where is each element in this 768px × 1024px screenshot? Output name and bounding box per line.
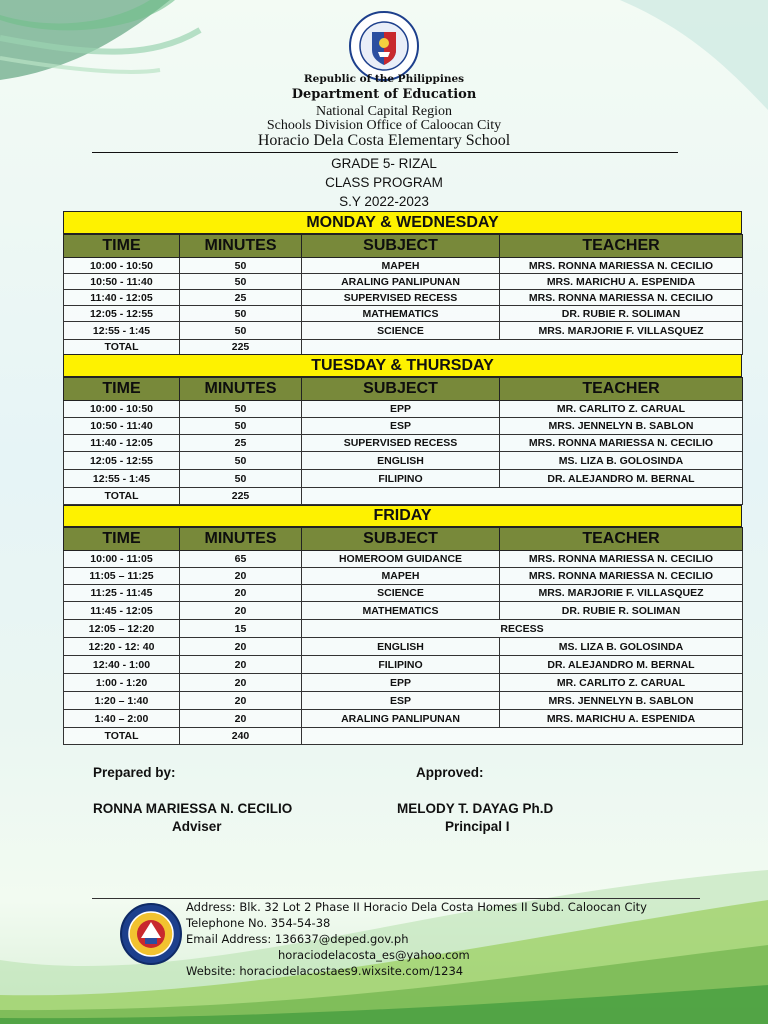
total-row [64,728,743,745]
minutes-cell: 50 [180,306,302,322]
total-minutes: 240 [180,728,302,745]
table-row [64,322,743,340]
subject-cell: SUPERVISED RECESS [302,290,500,306]
preparer-name: RONNA MARIESSA N. CECILIO [93,801,293,816]
schedule-table-mon-wed [63,234,743,355]
school-name: Horacio Dela Costa Elementary School [257,132,511,149]
teacher-cell: MR. CARLITO Z. CARUAL [500,401,743,418]
schedule-table-friday [63,527,743,745]
table-row [64,656,743,674]
preparer-role: Adviser [172,819,222,834]
school-year-title: S.Y 2022-2023 [339,194,429,209]
time-cell: 11:40 - 12:05 [64,435,180,452]
footer-email-2: horaciodelacosta_es@yahoo.com [278,948,470,962]
table-row [64,674,743,692]
region-line: National Capital Region [315,104,453,119]
recess-row [64,620,743,638]
time-cell: 10:50 - 11:40 [64,274,180,290]
time-cell: 12:55 - 1:45 [64,322,180,340]
grade-section-title: GRADE 5- RIZAL [331,156,437,171]
subject-cell: MATHEMATICS [302,306,500,322]
table-row [64,470,743,488]
teacher-cell: MRS. RONNA MARIESSA N. CECILIO [500,290,743,306]
col-header-minutes: MINUTES [180,528,302,551]
teacher-cell: MRS. RONNA MARIESSA N. CECILIO [500,551,743,568]
total-blank [302,728,743,745]
footer-website: Website: horaciodelacostaes9.wixsite.com/1234 [186,964,464,978]
prepared-by-label: Prepared by: [93,765,176,780]
subject-cell: ENGLISH [302,452,500,470]
subject-cell: MAPEH [302,568,500,585]
teacher-cell: MS. LIZA B. GOLOSINDA [500,452,743,470]
time-cell: 10:50 - 11:40 [64,418,180,435]
col-header-time: TIME [64,528,180,551]
time-cell: 12:05 – 12:20 [64,620,180,638]
table-row [64,585,743,602]
footer-email: Email Address: 136637@deped.gov.ph [186,932,409,946]
time-cell: 12:05 - 12:55 [64,452,180,470]
minutes-cell: 50 [180,274,302,290]
time-cell: 12:05 - 12:55 [64,306,180,322]
col-header-teacher: TEACHER [500,235,743,258]
minutes-cell: 20 [180,602,302,620]
subject-cell: EPP [302,674,500,692]
minutes-cell: 20 [180,568,302,585]
subject-cell: FILIPINO [302,656,500,674]
table-row [64,435,743,452]
col-header-teacher: TEACHER [500,528,743,551]
subject-cell: MATHEMATICS [302,602,500,620]
minutes-cell: 25 [180,290,302,306]
time-cell: 1:40 – 2:00 [64,710,180,728]
minutes-cell: 20 [180,710,302,728]
class-program-title: CLASS PROGRAM [325,175,443,190]
minutes-cell: 20 [180,585,302,602]
teacher-cell: MRS. MARICHU A. ESPENIDA [500,710,743,728]
col-header-time: TIME [64,378,180,401]
subject-cell: ARALING PANLIPUNAN [302,274,500,290]
recess-cell: RECESS [302,620,743,638]
time-cell: 10:00 - 11:05 [64,551,180,568]
minutes-cell: 20 [180,656,302,674]
minutes-cell: 50 [180,258,302,274]
col-header-subject: SUBJECT [302,528,500,551]
time-cell: 12:55 - 1:45 [64,470,180,488]
teacher-cell: DR. RUBIE R. SOLIMAN [500,306,743,322]
total-label: TOTAL [64,340,180,355]
time-cell: 11:25 - 11:45 [64,585,180,602]
teacher-cell: MRS. JENNELYN B. SABLON [500,418,743,435]
table-row [64,551,743,568]
teacher-cell: MRS. RONNA MARIESSA N. CECILIO [500,435,743,452]
time-cell: 12:40 - 1:00 [64,656,180,674]
col-header-subject: SUBJECT [302,235,500,258]
table-row [64,274,743,290]
minutes-cell: 50 [180,452,302,470]
subject-cell: SUPERVISED RECESS [302,435,500,452]
approved-label: Approved: [416,765,484,780]
time-cell: 11:45 - 12:05 [64,602,180,620]
time-cell: 11:05 – 11:25 [64,568,180,585]
total-minutes: 225 [180,488,302,505]
teacher-cell: MS. LIZA B. GOLOSINDA [500,638,743,656]
division-line: Schools Division Office of Caloocan City [266,118,502,133]
table-row [64,258,743,274]
minutes-cell: 50 [180,470,302,488]
table-row [64,602,743,620]
minutes-cell: 15 [180,620,302,638]
teacher-cell: DR. ALEJANDRO M. BERNAL [500,656,743,674]
footer-telephone: Telephone No. 354-54-38 [186,916,331,930]
teacher-cell: DR. ALEJANDRO M. BERNAL [500,470,743,488]
total-blank [302,488,743,505]
teacher-cell: MRS. MARICHU A. ESPENIDA [500,274,743,290]
header-divider [92,152,678,153]
subject-cell: EPP [302,401,500,418]
col-header-minutes: MINUTES [180,235,302,258]
subject-cell: SCIENCE [302,585,500,602]
school-logo [119,902,183,966]
total-label: TOTAL [64,488,180,505]
teacher-cell: MRS. MARJORIE F. VILLASQUEZ [500,585,743,602]
col-header-teacher: TEACHER [500,378,743,401]
table-row [64,401,743,418]
table-row [64,418,743,435]
teacher-cell: MRS. RONNA MARIESSA N. CECILIO [500,258,743,274]
col-header-minutes: MINUTES [180,378,302,401]
time-cell: 10:00 - 10:50 [64,401,180,418]
day-band-mon-wed: MONDAY & WEDNESDAY [63,211,742,234]
teacher-cell: MRS. MARJORIE F. VILLASQUEZ [500,322,743,340]
day-band-friday: FRIDAY [63,505,742,527]
footer-address: Address: Blk. 32 Lot 2 Phase II Horacio Dela Costa Homes II Subd. Caloocan City [186,900,647,914]
teacher-cell: MRS. JENNELYN B. SABLON [500,692,743,710]
schedule-table-tue-thu [63,377,743,505]
table-row [64,452,743,470]
subject-cell: ENGLISH [302,638,500,656]
total-minutes: 225 [180,340,302,355]
subject-cell: FILIPINO [302,470,500,488]
table-row [64,710,743,728]
minutes-cell: 20 [180,692,302,710]
total-label: TOTAL [64,728,180,745]
minutes-cell: 50 [180,322,302,340]
table-row [64,306,743,322]
subject-cell: ESP [302,418,500,435]
teacher-cell: MR. CARLITO Z. CARUAL [500,674,743,692]
time-cell: 12:20 - 12: 40 [64,638,180,656]
minutes-cell: 50 [180,418,302,435]
table-row [64,568,743,585]
republic-line: Republic of the Philippines [303,73,465,85]
department-line: Department of Education [291,87,477,102]
day-band-tue-thu: TUESDAY & THURSDAY [63,354,742,377]
col-header-time: TIME [64,235,180,258]
time-cell: 1:20 – 1:40 [64,692,180,710]
teacher-cell: MRS. RONNA MARIESSA N. CECILIO [500,568,743,585]
approver-role: Principal I [445,819,510,834]
col-header-subject: SUBJECT [302,378,500,401]
minutes-cell: 65 [180,551,302,568]
time-cell: 1:00 - 1:20 [64,674,180,692]
minutes-cell: 20 [180,638,302,656]
subject-cell: ESP [302,692,500,710]
time-cell: 10:00 - 10:50 [64,258,180,274]
table-row [64,290,743,306]
deped-seal-logo [348,10,420,82]
minutes-cell: 25 [180,435,302,452]
table-row [64,638,743,656]
subject-cell: MAPEH [302,258,500,274]
total-blank [302,340,743,355]
subject-cell: SCIENCE [302,322,500,340]
teacher-cell: DR. RUBIE R. SOLIMAN [500,602,743,620]
footer-divider [92,898,700,899]
approver-name: MELODY T. DAYAG Ph.D [397,801,554,816]
time-cell: 11:40 - 12:05 [64,290,180,306]
minutes-cell: 50 [180,401,302,418]
total-row [64,340,743,355]
total-row [64,488,743,505]
subject-cell: HOMEROOM GUIDANCE [302,551,500,568]
table-row [64,692,743,710]
minutes-cell: 20 [180,674,302,692]
subject-cell: ARALING PANLIPUNAN [302,710,500,728]
